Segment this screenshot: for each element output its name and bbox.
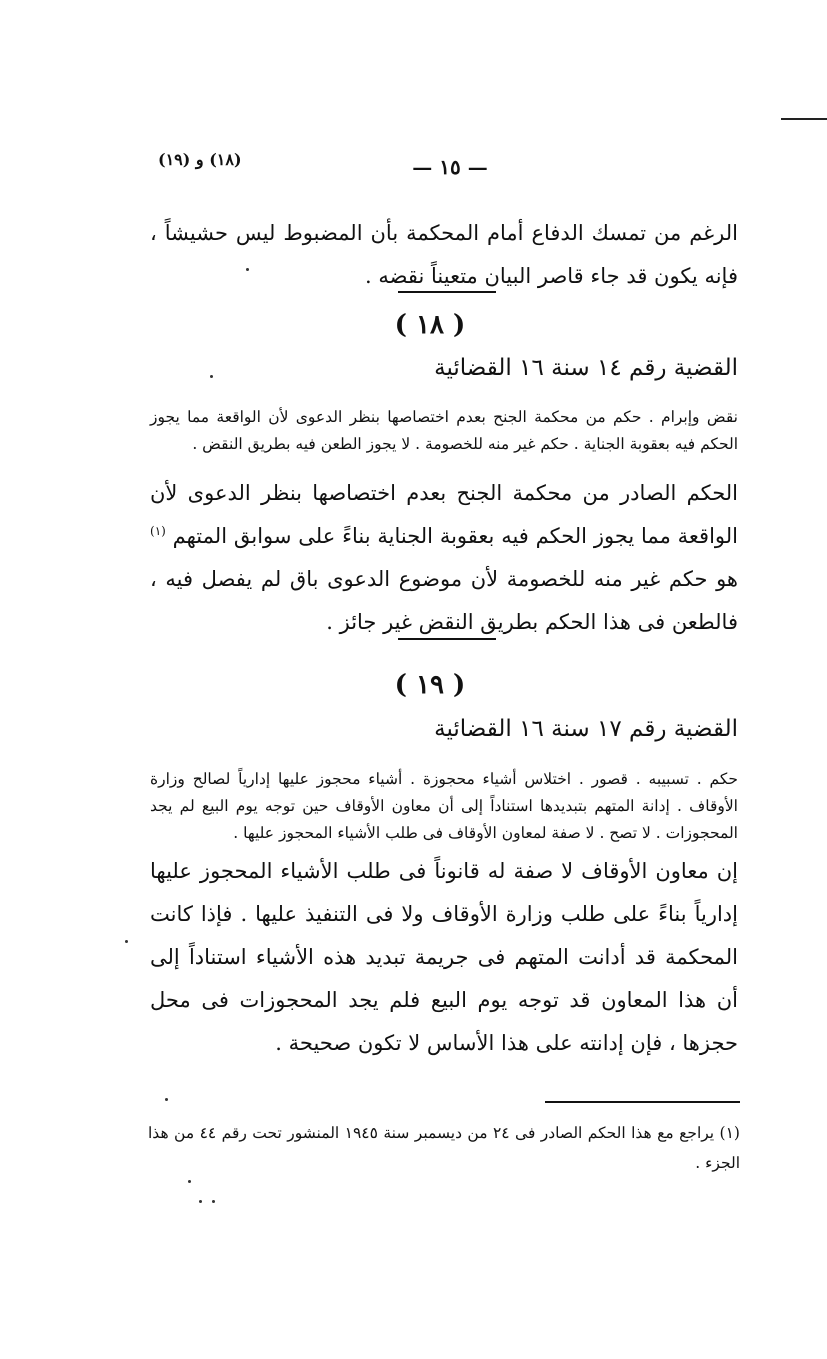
ruling-text: الحكم الصادر من محكمة الجنح بعدم اختصاصها بنظر الدعوى لأن الواقعة مما يجوز الحكم فيه بعقوبة الجناية بناءً على سوابق المتهم (150, 481, 738, 548)
section-divider (398, 291, 496, 293)
case-ruling-paragraph: إن معاون الأوقاف لا صفة له قانوناً فى طلب الأشياء المحجوز عليها إدارياً بناءً على طلب وزارة الأوقاف ولا فى التنفيذ عليها . فإذا كانت المحكمة قد أدانت المتهم فى جريمة تبديد هذه الأشياء استناداً إلى أن هذا المعاون قد توجه يوم البيع فلم يجد المحجوزات فى محل حجزها ، فإن إدانته على هذا الأساس لا تكون صحيحة . (150, 859, 738, 1055)
case-title: القضية رقم ١٧ سنة ١٦ القضائية (434, 716, 738, 742)
section-number: ( ١٩ ) (394, 670, 466, 700)
page-number: — ١٥ — (412, 155, 488, 179)
scan-speck (188, 1180, 191, 1183)
section-number: ( ١٨ ) (394, 310, 466, 340)
case-ruling-paragraph (150, 472, 738, 644)
footnote: (١) يراجع مع هذا الحكم الصادر فى ٢٤ من ديسمبر سنة ١٩٤٥ المنشور تحت رقم ٤٤ من هذا الجزء . (148, 1124, 740, 1172)
scan-speck (125, 940, 128, 943)
case-summary: نقض وإبرام . حكم من محكمة الجنح بعدم اختصاصها بنظر الدعوى لأن الواقعة مما يجوز الحكم فيه بعقوبة الجناية . حكم غير منه للخصومة . لا يجوز الطعن فيه بطريق النقض . (150, 408, 738, 453)
footnote-marker: (١) (150, 524, 166, 538)
scan-speck (199, 1200, 202, 1203)
section-reference: (١٨) و (١٩) (158, 150, 242, 169)
footnote-rule (545, 1101, 740, 1103)
margin-mark (781, 118, 827, 120)
case-summary: حكم . تسبيبه . قصور . اختلاس أشياء محجوزة . أشياء محجوز عليها إدارياً لصالح وزارة الأوقاف . إدانة المتهم بتبديدها استناداً إلى أن معاون الأوقاف حين توجه يوم البيع لم يجد المحجوزات . لا تصح . لا صفة لمعاون الأوقاف فى طلب الأشياء المحجوز عليها . (150, 770, 738, 842)
case-title: القضية رقم ١٤ سنة ١٦ القضائية (434, 355, 738, 381)
ruling-text-continued: هو حكم غير منه للخصومة لأن موضوع الدعوى باق لم يفصل فيه ، فالطعن فى هذا الحكم بطريق النقض غير جائز . (150, 567, 738, 634)
scan-speck (210, 375, 213, 378)
scan-speck (212, 1200, 215, 1203)
scan-speck (246, 268, 249, 271)
scan-speck (165, 1098, 168, 1101)
continuation-paragraph: الرغم من تمسك الدفاع أمام المحكمة بأن المضبوط ليس حشيشاً ، فإنه يكون قد جاء قاصر البيان متعيناً نقضه . (150, 221, 738, 288)
section-divider (398, 638, 496, 640)
